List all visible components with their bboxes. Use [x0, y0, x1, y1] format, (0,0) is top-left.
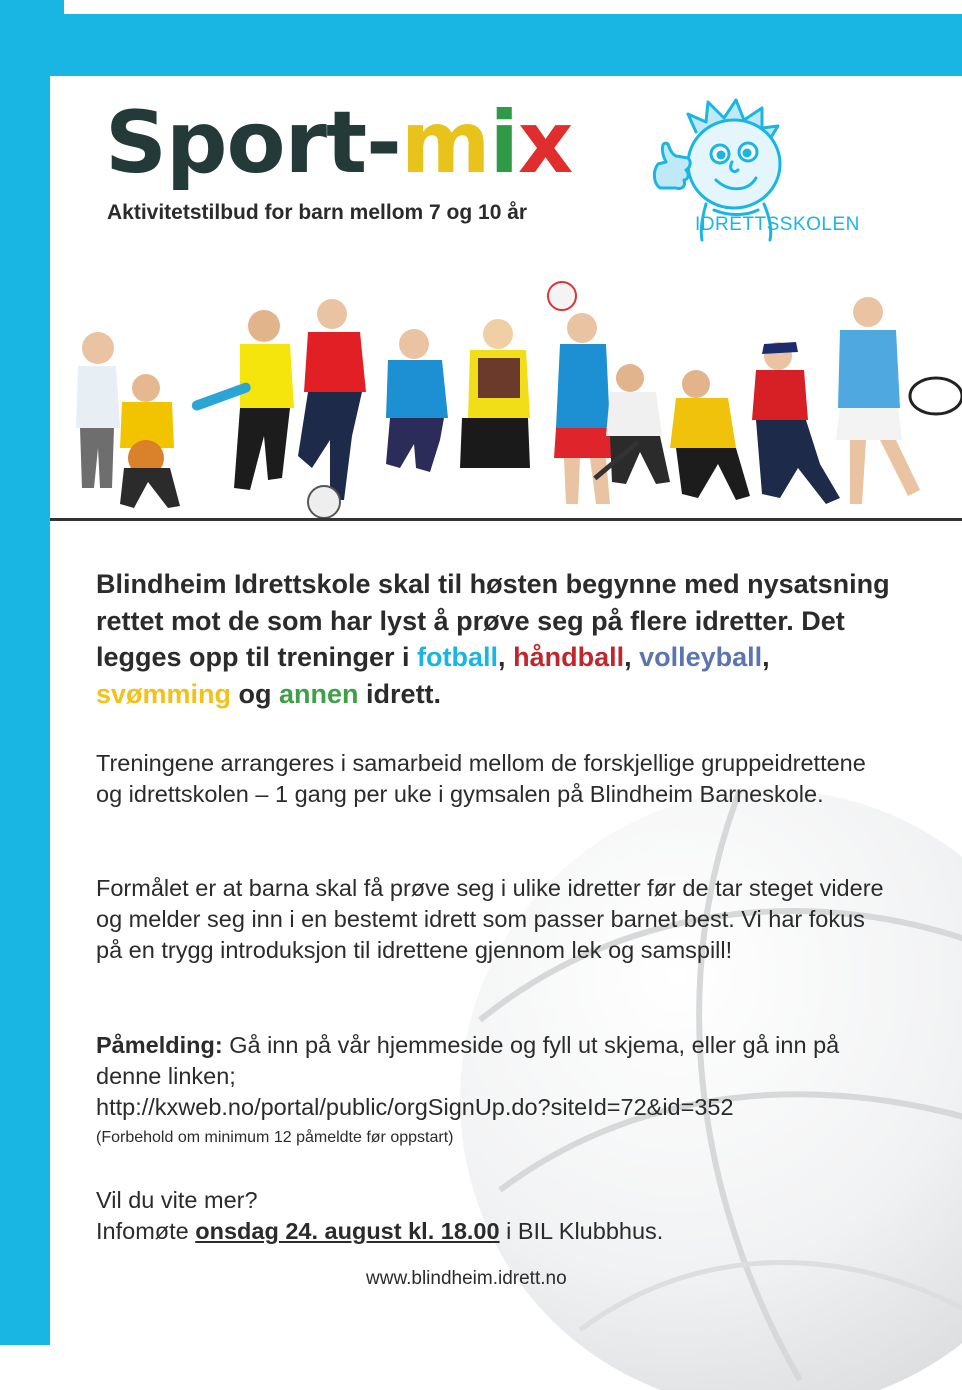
ground-line: [50, 518, 962, 521]
signup-label: Påmelding:: [96, 1032, 223, 1058]
subtitle: Aktivitetstilbud for barn mellom 7 og 10 år: [107, 201, 528, 224]
info-section: Vil du vite mer? Infomøte onsdag 24. august kl. 18.00 i BIL Klubbhus.: [96, 1187, 664, 1244]
sport-annen: annen: [279, 678, 359, 709]
sport-handball: håndball: [513, 642, 625, 672]
signup-note: (Forbehold om minimum 12 påmeldte før oppstart): [96, 1129, 454, 1146]
intro-paragraph: Blindheim Idrettskole skal til høsten begynne med nysatsning rettet mot de som har lyst å prøve seg på flere idretter. Det legges opp til treninger i fotball, håndball, volleyball, svømming og annen idrett.: [96, 569, 890, 709]
signup-link[interactable]: http://kxweb.no/portal/public/orgSignUp.do?siteId=72&id=352: [96, 1094, 734, 1120]
purpose-paragraph: Formålet er at barna skal få prøve seg i ulike idretter før de tar steget videre og melder seg inn i en bestemt idrett som passer barnet best. Vi har fokus på en trygg introduksjon til idrettene gjennom lek og samspill!: [96, 875, 884, 963]
title: Sport-mix: [105, 93, 573, 193]
info-date: onsdag 24. august kl. 18.00: [195, 1218, 500, 1244]
title-letter-m: m: [400, 93, 490, 193]
training-paragraph: Treningene arrangeres i samarbeid mellom de forskjellige gruppeidrettene og idrettskolen – 1 gang per uke i gymsalen på Blindheim Barneskole.: [96, 750, 866, 807]
title-letter-i: i: [489, 93, 518, 193]
children-playing-sports-image: [50, 268, 962, 526]
signup-section: Påmelding: Gå inn på vår hjemmeside og fyll ut skjema, eller gå inn på denne linken; http://kxweb.no/portal/public/orgSignUp.do?siteId=72&id=352 (Forbehold om minimum 12 påmeldte før oppstart): [96, 1030, 886, 1153]
sport-fotball: fotball: [417, 642, 499, 672]
sport-svomming: svømming: [96, 678, 232, 709]
info-question: Vil du vite mer?: [96, 1187, 258, 1213]
title-letter-x: x: [517, 93, 573, 193]
website-link[interactable]: www.blindheim.idrett.no: [366, 1268, 567, 1289]
logo-text: IDRETTSSKOLEN: [695, 214, 860, 235]
left-frame-bar: [0, 0, 50, 1345]
sport-volleyball: volleyball: [639, 642, 763, 672]
top-frame-notch: [64, 0, 962, 14]
